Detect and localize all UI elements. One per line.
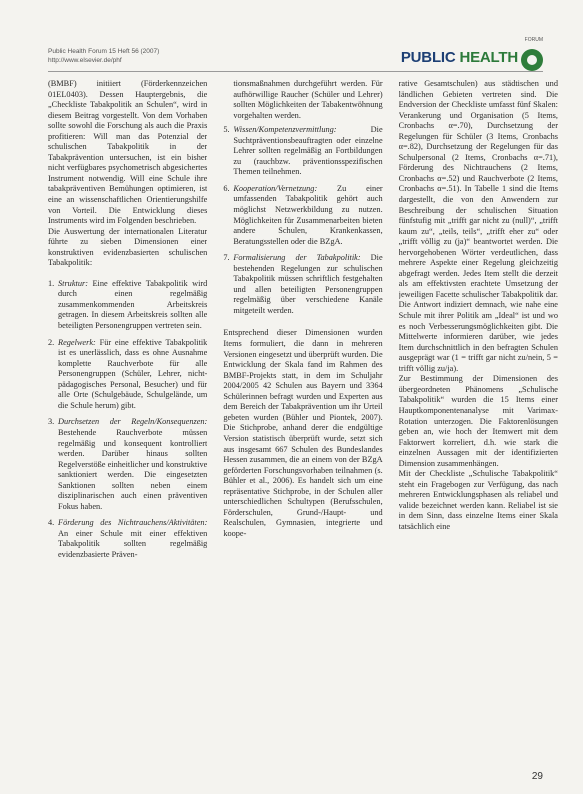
paragraph: (BMBF) initiiert (Förderkennzeichen 01EL0403). Dessen Hauptergebnis, die „Checkliste Tabakpolitik an Schulen“, wird in diesem Beitrag vorgestellt. Von dem Vorhaben sollte sowohl die Forschung als auch die Praxis profitieren: Will man das Potenzial der schulischen Tabakpolitik in der Tabakprävention untersuchen, ist ein bisher nicht verfügbares psychometrisch abgesichertes Instrument notwendig. Will eine Schule ihre tabakpräventiven Bemühungen optimieren, ist eine an wissenschaftlichen Orientierungshilfe von Vorteil. Die Entwicklung dieses Instruments wird im Folgenden beschrieben. (48, 79, 208, 226)
list-term: Regelwerk: (58, 337, 96, 347)
list-term: Durchsetzen der Regeln/Konsequenzen: (58, 417, 208, 427)
header-rule (48, 71, 543, 72)
list-term: Kooperation/Vernetzung: (233, 183, 318, 193)
list-item (48, 279, 207, 332)
column-3 (399, 79, 558, 779)
list-text: An einer Schule mit einer effektiven Tabakpolitik sollten regelmäßig evidenzbasierte Präven- (58, 528, 208, 559)
paragraph: Zur Bestimmung der Dimensionen des übergeordneten Phänomens „Schulische Tabakpolitik“ wurden die 15 Items einer Hauptkomponentenanalyse mit Varimax-Rotation unterzogen. Die Faktorenlösungen geben an, wie hoch der Itemwert mit dem Faktorwert korreliert, d.h. wie stark die einzelnen Aussagen mit der identifizierten Dimension zusammenhängen. (398, 374, 558, 468)
list-term: Förderung des Nichtrauchens/Aktivitäten: (58, 518, 208, 528)
list-number: 5. (223, 125, 230, 135)
brand-wordmark (401, 49, 518, 66)
list-number: 4. (48, 518, 55, 528)
list-item (223, 253, 382, 316)
list-item (48, 417, 207, 512)
list-text: Eine effektive Tabakpolitik wird durch einen regelmäßig zusammenkommenden Arbeitskreis getragen. In diesem Arbeitskreis sollten alle beteiligten Personengruppen vertreten sein. (58, 278, 208, 331)
list-text: Die bestehenden Regelungen zur schulischen Tabakpolitik müssen schriftlich festgehalten und allen beteiligten Personengruppen regelmäßig über verschiedene Kanäle mitgeteilt werden. (233, 253, 383, 315)
list-text: Bestehende Rauchverbote müssen regelmäßig und konsequent kontrolliert werden. Darüber hinaus sollten Regelverstöße einheitlicher und konstruktive sanktioniert werden. Die eingesetzten Sanktionen sollten neben einem disziplinarischen auch einen präventiven Fokus haben. (58, 427, 208, 511)
list-item (223, 184, 382, 247)
paragraph: Die Auswertung der internationalen Literatur führte zu sieben Dimensionen einer konstruktiven evidenzbasierten schulischen Tabakpolitik: (48, 226, 208, 268)
list-text: Zu einer umfassenden Tabakpolitik gehört auch möglichst Netzwerkbildung zu nutzen. Möglichkeiten für Zusammenarbeiten bieten andere Schulen, Krankenkassen, Beratungsstellen oder die BZgA. (233, 183, 383, 246)
paragraph: Entsprechend dieser Dimensionen wurden Items formuliert, die dann in mehreren Versionen eingesetzt und überprüft wurden. Die Entwicklung der Skala fand im Rahmen des BMBF-Projekts statt, in dem im Schuljahr 2004/2005 42 Schulen aus Bayern und 3364 Schülerinnen befragt wurden und Experten aus dem Bereich der Tabakprävention um ihr Urteil gebeten wurden (Bühler und Piontek, 2007). Die Stichprobe, anhand derer die endgültige Version statistisch überprüft wurde, setzt sich aus insgesamt 667 Schulen des Bundeslandes Hessen zusammen, die an einem von der BZgA geförderten Forschungsvorhaben teilnahmen (s. Bühler et al., 2006). Es handelt sich um eine repräsentative Stichprobe, in der Schulen aller unterschiedlichen Schultypen (Berufsschulen, Förderschulen, Grund-/Haupt- und Realschulen, Gymnasien, integrierte und koope- (223, 328, 383, 538)
list-number: 7. (223, 253, 230, 263)
column-2 (223, 79, 382, 779)
list-term: Formalisierung der Tabakpolitik: (233, 253, 361, 263)
dimension-list (48, 279, 207, 561)
list-number: 3. (48, 417, 55, 427)
article-body (48, 79, 558, 779)
paragraph: tionsmaßnahmen durchgeführt werden. Für aufhörwillige Raucher (Schüler und Lehrer) sollten Möglichkeiten der Tabakentwöhnung vorgehalten werden. (233, 79, 383, 120)
list-item (48, 518, 207, 560)
brand-superscript: FORUM (524, 37, 543, 43)
brand-word-public: PUBLIC (400, 49, 460, 66)
list-term: Struktur: (58, 278, 88, 288)
list-item (223, 125, 382, 178)
journal-url: http://www.elsevier.de/phf (48, 56, 122, 64)
journal-info (48, 48, 159, 65)
list-number: 2. (48, 337, 55, 347)
journal-brand (400, 37, 543, 66)
list-text: Die Suchtpräventionsbeauftragten oder einzelne Lehrer sollten regelmäßig an Fortbildungen zu (rauchbzw. präventionsspezifischen Themen teilnehmen. (233, 125, 383, 177)
brand-logo-icon (521, 49, 543, 71)
dimension-list (223, 125, 382, 316)
paragraph: rative Gesamtschulen) aus städtischen und ländlichen Gebieten vertreten sind. Die Endversion der Checkliste umfasst fünf Skalen: Verankerung und Organisation (5 Items, Cronbachs α=.70), Durchsetzung der Regelungen für Schüler (3 Items, Cronbachs α=.82), Durchsetzung der Regelungen für das Schulpersonal (2 Items, Cronbachs α=.71), Förderung des Nichtrauchens (2 Items, Cronbachs α=.52) und Rauchverbote (2 Items, Cronbachs α=.51). In Tabelle 1 sind die Items dargestellt, die von den Anwendern zur Beschreibung der schulischen Situation fünfstufig mit „trifft gar nicht zu (null)“, „trifft kaum zu“, „teils, teils“, „trifft eher zu“ oder „trifft völlig zu (ja)“ beantwortet werden. Die hervorgehobenen Wörter verdeutlichen, dass mehrere Aspekte einer Regelung gleichzeitig abgefragt werden. Jedes Item stellt die derzeit als am effektivsten erachtete Umsetzung der jeweiligen Facette schulischer Tabakpolitik dar. Die Antwort indiziert demnach, wie nahe eine Schule mit ihrer Politik am „Ideal“ ist und wo es noch Verbesserungsmöglichkeiten gibt. Die Mittelwerte informieren darüber, wie jedes Item durchschnittlich in den befragten Schulen ausgeprägt war (1 = trifft gar nicht zu/nein, 5 = trifft völlig zu/ja). (398, 79, 558, 373)
page-number: 29 (531, 771, 543, 782)
list-item (48, 338, 207, 412)
journal-citation: Public Health Forum 15 Heft 56 (2007) (48, 48, 160, 55)
brand-word-health: HEALTH (459, 49, 518, 66)
list-term: Wissen/Kompetenzvermittlung: (233, 125, 337, 135)
list-number: 1. (48, 278, 55, 288)
paragraph: Mit der Checkliste „Schulische Tabakpolitik“ steht ein Fragebogen zur Verfügung, das nach mehreren Entwicklungsphasen als reliabel und valide bezeichnet werden kann. Reliabel ist sie in dem Sinn, dass einzelne Items einer Skala tatsächlich eine (398, 469, 558, 531)
list-number: 6. (223, 183, 230, 193)
column-1 (48, 79, 207, 779)
list-text: Für eine effektive Tabakpolitik ist es unerlässlich, dass es ohne Ausnahme komplette Rauchverbote für alle Personengruppen (Schüler, Lehrer, nicht-pädagogisches Personal, Besucher) und für alle Orte (Schulgebäude, Schulgelände, um die Schule herum) gibt. (58, 337, 208, 410)
